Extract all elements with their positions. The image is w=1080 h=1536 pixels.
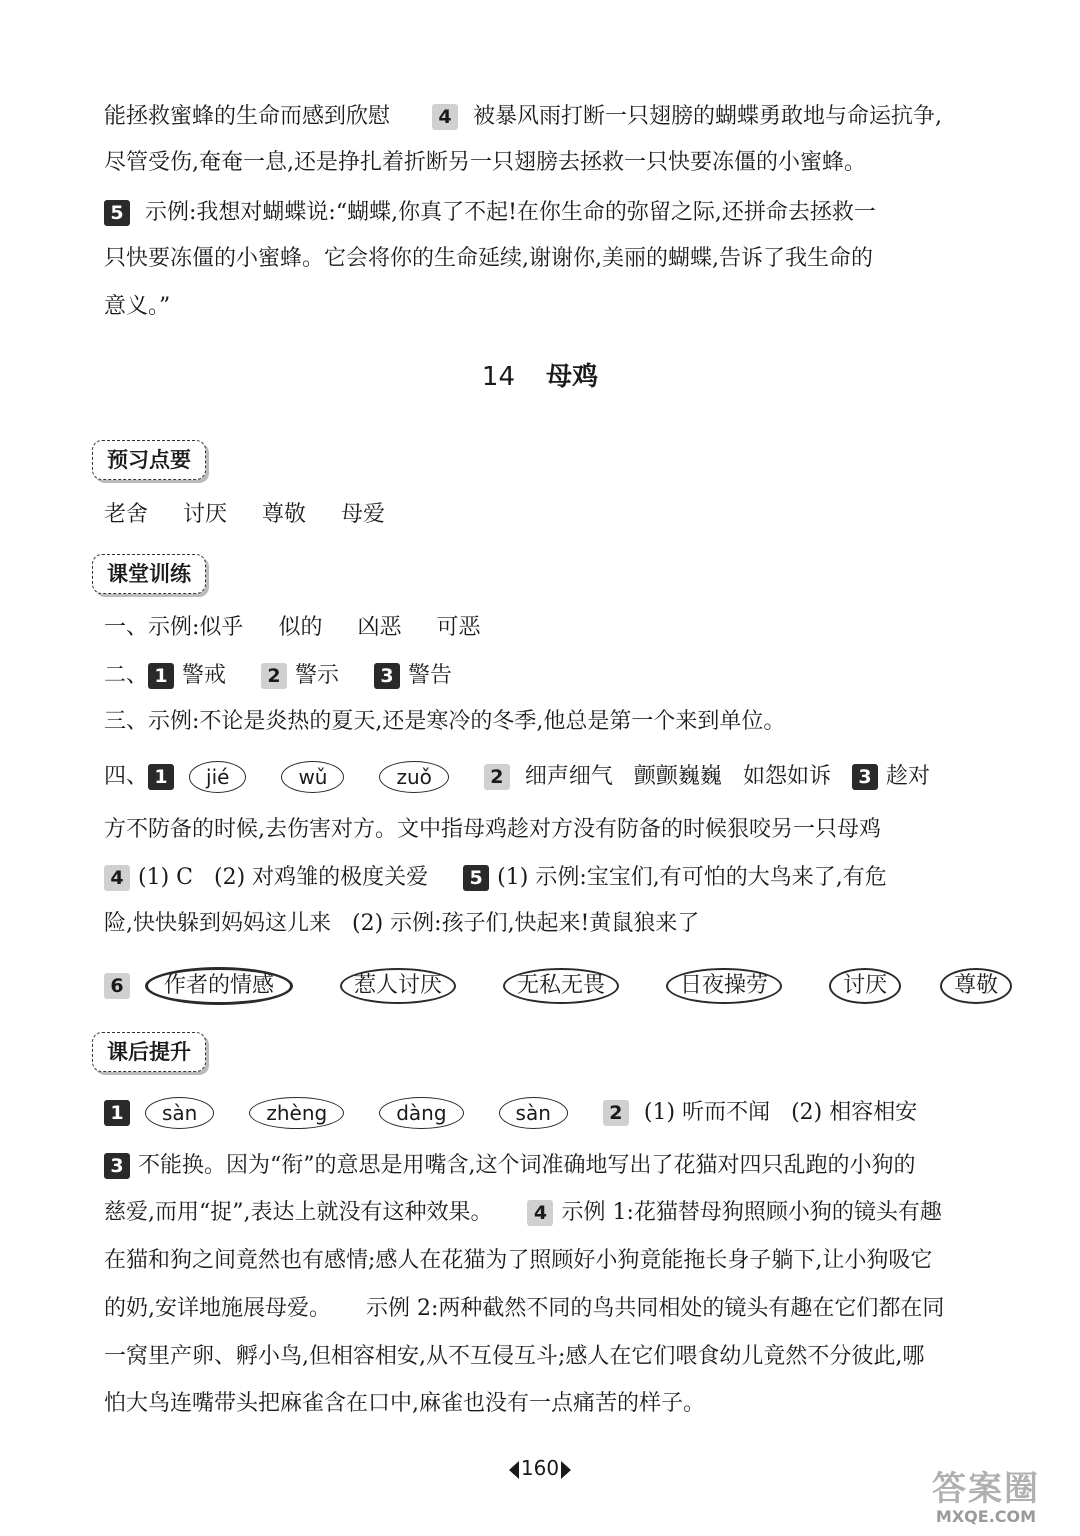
top-line-5: 意义。”	[104, 294, 171, 319]
classroom-four-word: 细声细气	[524, 764, 613, 789]
word-oval: 日夜操劳	[666, 968, 782, 1004]
preview-word: 讨厌	[183, 502, 228, 527]
top-line-2: 尽管受伤,奄奄一息,还是挣扎着折断另一只翅膀去拯救一只快要冻僵的小蜜蜂。	[104, 150, 866, 175]
after-line-4: 在猫和狗之间竟然也有感情;感人在花猫为了照顾好小狗竟能拖长身子躺下,让小狗吸它	[104, 1248, 933, 1273]
after-q2-text: (2) 相容相安	[791, 1100, 918, 1125]
section-label-preview: 预习点要	[92, 440, 206, 480]
classroom-four-q5-text: (1) 示例:宝宝们,有可怕的大鸟来了,有危	[497, 865, 887, 890]
word-oval: 无私无畏	[503, 968, 619, 1004]
classroom-two-answer: 警示	[295, 663, 340, 688]
question-number-badge: 2	[603, 1100, 629, 1126]
pinyin-oval: dàng	[379, 1097, 463, 1129]
lesson-number: 14	[481, 362, 515, 392]
after-line-text: 示例 2:两种截然不同的鸟共同相处的镜头有趣在它们都在同	[366, 1296, 945, 1321]
top-q4-text: 被暴风雨打断一只翅膀的蝴蝶勇敢地与命运抗争,	[473, 104, 943, 129]
section-label-classroom: 课堂训练	[92, 554, 206, 594]
question-number-badge: 1	[104, 1100, 130, 1126]
after-line-text: 的奶,安详地施展母爱。	[104, 1296, 331, 1321]
word-oval: 尊敬	[940, 968, 1012, 1004]
classroom-one-word: 可恶	[436, 615, 481, 640]
preview-word: 母爱	[341, 502, 386, 527]
top-line-3	[104, 198, 976, 228]
classroom-four-word: 颤颤巍巍	[633, 764, 722, 789]
classroom-three-text: 示例:不论是炎热的夏天,还是寒冷的冬季,他总是第一个来到单位。	[148, 709, 786, 734]
arrow-right-icon	[561, 1461, 571, 1479]
item-prefix: 三、	[104, 709, 149, 734]
top-line-1	[104, 102, 976, 132]
classroom-one-word: 凶恶	[357, 615, 402, 640]
question-number-badge: 2	[261, 663, 287, 689]
top-q5-text: 示例:我想对蝴蝶说:“蝴蝶,你真了不起!在你生命的弥留之际,还拼命去拯救一	[145, 200, 876, 225]
after-q4-text: 示例 1:花猫替母狗照顾小狗的镜头有趣	[561, 1200, 942, 1225]
classroom-two	[104, 661, 976, 691]
classroom-four-line-2: 方不防备的时候,去伤害对方。文中指母鸡趁对方没有防备的时候狠咬另一只母鸡	[104, 817, 881, 842]
lesson-title	[0, 356, 1080, 393]
classroom-one-text: 示例:似乎	[148, 615, 244, 640]
item-prefix: 四、	[104, 764, 149, 789]
preview-word: 老舍	[104, 502, 149, 527]
section-label-after-class: 课后提升	[92, 1032, 206, 1072]
arrow-left-icon	[509, 1461, 519, 1479]
question-number-badge: 4	[104, 865, 130, 891]
item-prefix: 一、	[104, 615, 149, 640]
question-number-badge: 5	[104, 200, 130, 226]
after-line-1	[104, 1097, 976, 1129]
preview-word: 尊敬	[262, 502, 307, 527]
classroom-four-q4-text: (2) 对鸡雏的极度关爱	[214, 865, 429, 890]
watermark-logo	[916, 1470, 1056, 1526]
classroom-two-answer: 警戒	[182, 663, 227, 688]
classroom-four-q4-text: (1) C	[138, 865, 193, 890]
item-prefix: 二、	[104, 663, 149, 688]
page-number-text: 160	[520, 1456, 560, 1480]
pinyin-oval: wǔ	[281, 761, 344, 793]
after-line-3	[104, 1198, 976, 1228]
watermark-sub: MXQE.COM	[935, 1507, 1037, 1526]
after-line-7: 怕大鸟连嘴带头把麻雀含在口中,麻雀也没有一点痛苦的样子。	[104, 1391, 705, 1416]
classroom-four-word: 如怨如诉	[742, 764, 831, 789]
after-line-2	[104, 1151, 976, 1181]
watermark-main: 答案圈	[932, 1469, 1040, 1509]
classroom-four-line4-text: 险,快快躲到妈妈这儿来	[104, 911, 331, 936]
pinyin-oval: sàn	[145, 1097, 214, 1129]
top-line-1-text: 能拯救蜜蜂的生命而感到欣慰	[104, 104, 391, 129]
classroom-one-word: 似的	[278, 615, 323, 640]
question-number-badge: 5	[463, 865, 489, 891]
classroom-three	[104, 707, 976, 737]
classroom-four-q3-text: 趁对	[885, 764, 930, 789]
classroom-four-line-4	[104, 909, 976, 939]
question-number-badge: 4	[432, 104, 458, 130]
classroom-one	[104, 613, 976, 643]
question-number-badge: 3	[104, 1153, 130, 1179]
question-number-badge: 4	[527, 1200, 553, 1226]
question-number-badge: 3	[374, 663, 400, 689]
pinyin-oval: sàn	[499, 1097, 568, 1129]
classroom-six	[104, 967, 999, 1005]
question-number-badge: 3	[852, 764, 878, 790]
word-oval: 惹人讨厌	[340, 968, 456, 1004]
after-line-6: 一窝里产卵、孵小鸟,但相容相安,从不互侵互斗;感人在它们喂食幼儿竟然不分彼此,哪	[104, 1344, 925, 1369]
word-oval: 讨厌	[829, 968, 901, 1004]
after-line-text: 慈爱,而用“捉”,表达上就没有这种效果。	[104, 1200, 493, 1225]
question-number-badge: 2	[484, 764, 510, 790]
classroom-four-line-1	[104, 761, 976, 793]
pinyin-oval: jié	[189, 761, 246, 793]
classroom-two-answer: 警告	[408, 663, 453, 688]
word-oval: 作者的情感	[145, 967, 293, 1005]
question-number-badge: 1	[148, 764, 174, 790]
after-q3-text: 不能换。因为“衔”的意思是用嘴含,这个词准确地写出了花猫对四只乱跑的小狗的	[138, 1153, 916, 1178]
after-q2-text: (1) 听而不闻	[643, 1100, 771, 1125]
classroom-four-line-3	[104, 863, 976, 893]
question-number-badge: 1	[148, 663, 174, 689]
top-line-4: 只快要冻僵的小蜜蜂。它会将你的生命延续,谢谢你,美丽的蝴蝶,告诉了我生命的	[104, 246, 873, 271]
pinyin-oval: zuǒ	[379, 761, 448, 793]
pinyin-oval: zhèng	[249, 1097, 344, 1129]
classroom-four-line4-text: (2) 示例:孩子们,快起来!黄鼠狼来了	[352, 911, 700, 936]
lesson-title-text: 母鸡	[546, 362, 599, 392]
preview-words	[104, 500, 976, 530]
question-number-badge: 6	[104, 973, 130, 999]
after-line-5	[104, 1294, 976, 1324]
